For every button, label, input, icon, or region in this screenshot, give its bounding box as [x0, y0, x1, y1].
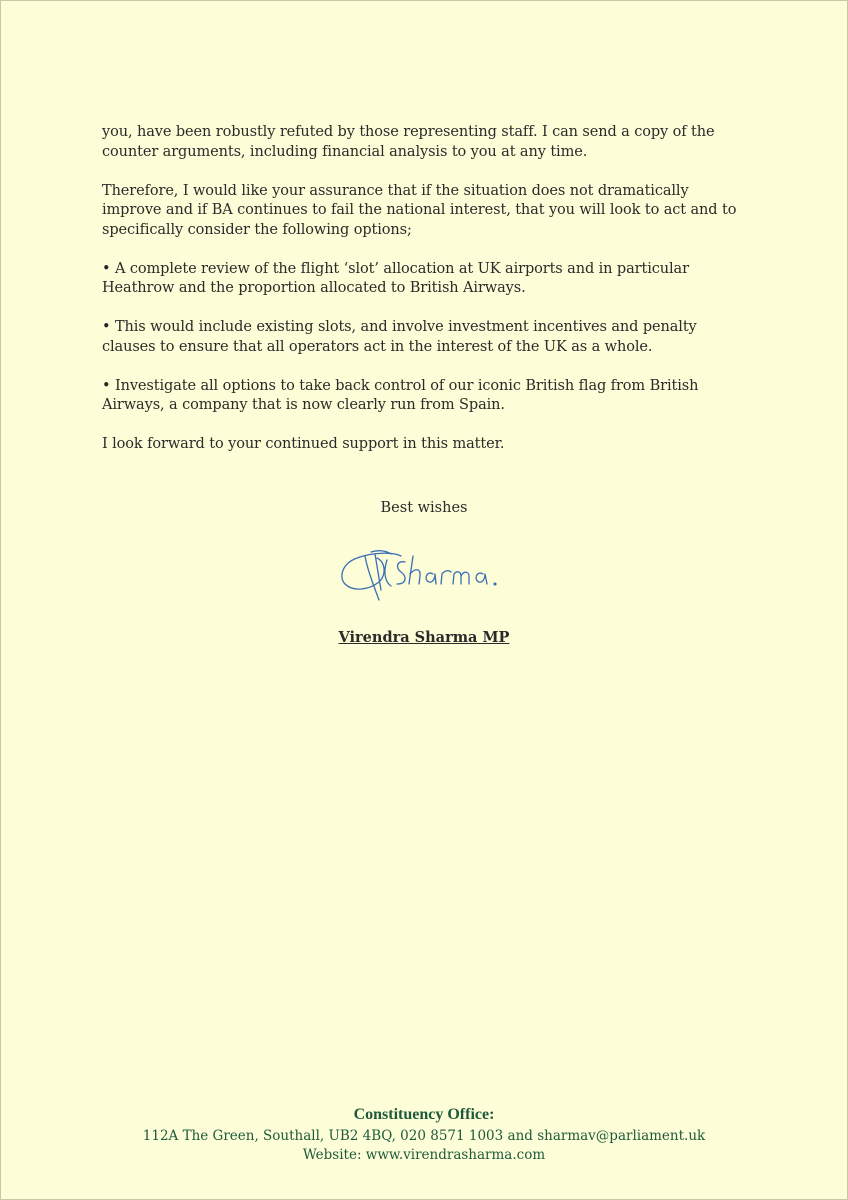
handwritten-signature	[335, 538, 515, 610]
paragraph-continuation: you, have been robustly refuted by those representing staff. I can send a copy of the counter arguments, including financial analysis to you at any time.	[102, 124, 715, 160]
paragraph-assurance: Therefore, I would like your assurance that if the situation does not dramatically improve and if BA continues to fail the national interest, that you will look to act and to specifically consider the following options;	[102, 182, 737, 238]
bullet-slot-review: • A complete review of the flight ‘slot’ allocation at UK airports and in particular Heathrow and the proportion allocated to British Airways.	[102, 260, 689, 296]
footer-title: Constituency Office:	[353, 1106, 495, 1123]
letter-body	[102, 123, 752, 474]
paragraph-closing-line: I look forward to your continued support in this matter.	[102, 436, 505, 452]
bullet-existing-slots: • This would include existing slots, and involve investment incentives and penalty clauses to ensure that all operators act in the interest of the UK as a whole.	[102, 319, 697, 355]
footer-website[interactable]: Website: www.virendrasharma.com	[302, 1147, 546, 1163]
footer-address: 112A The Green, Southall, UB2 4BQ, 020 8571 1003 and sharmav@parliament.uk	[142, 1128, 706, 1144]
bullet-british-flag: • Investigate all options to take back control of our iconic British flag from British Airways, a company that is now clearly run from Spain.	[102, 377, 699, 413]
closing-salutation: Best wishes	[380, 500, 468, 516]
signer-name: Virendra Sharma MP	[338, 629, 510, 646]
